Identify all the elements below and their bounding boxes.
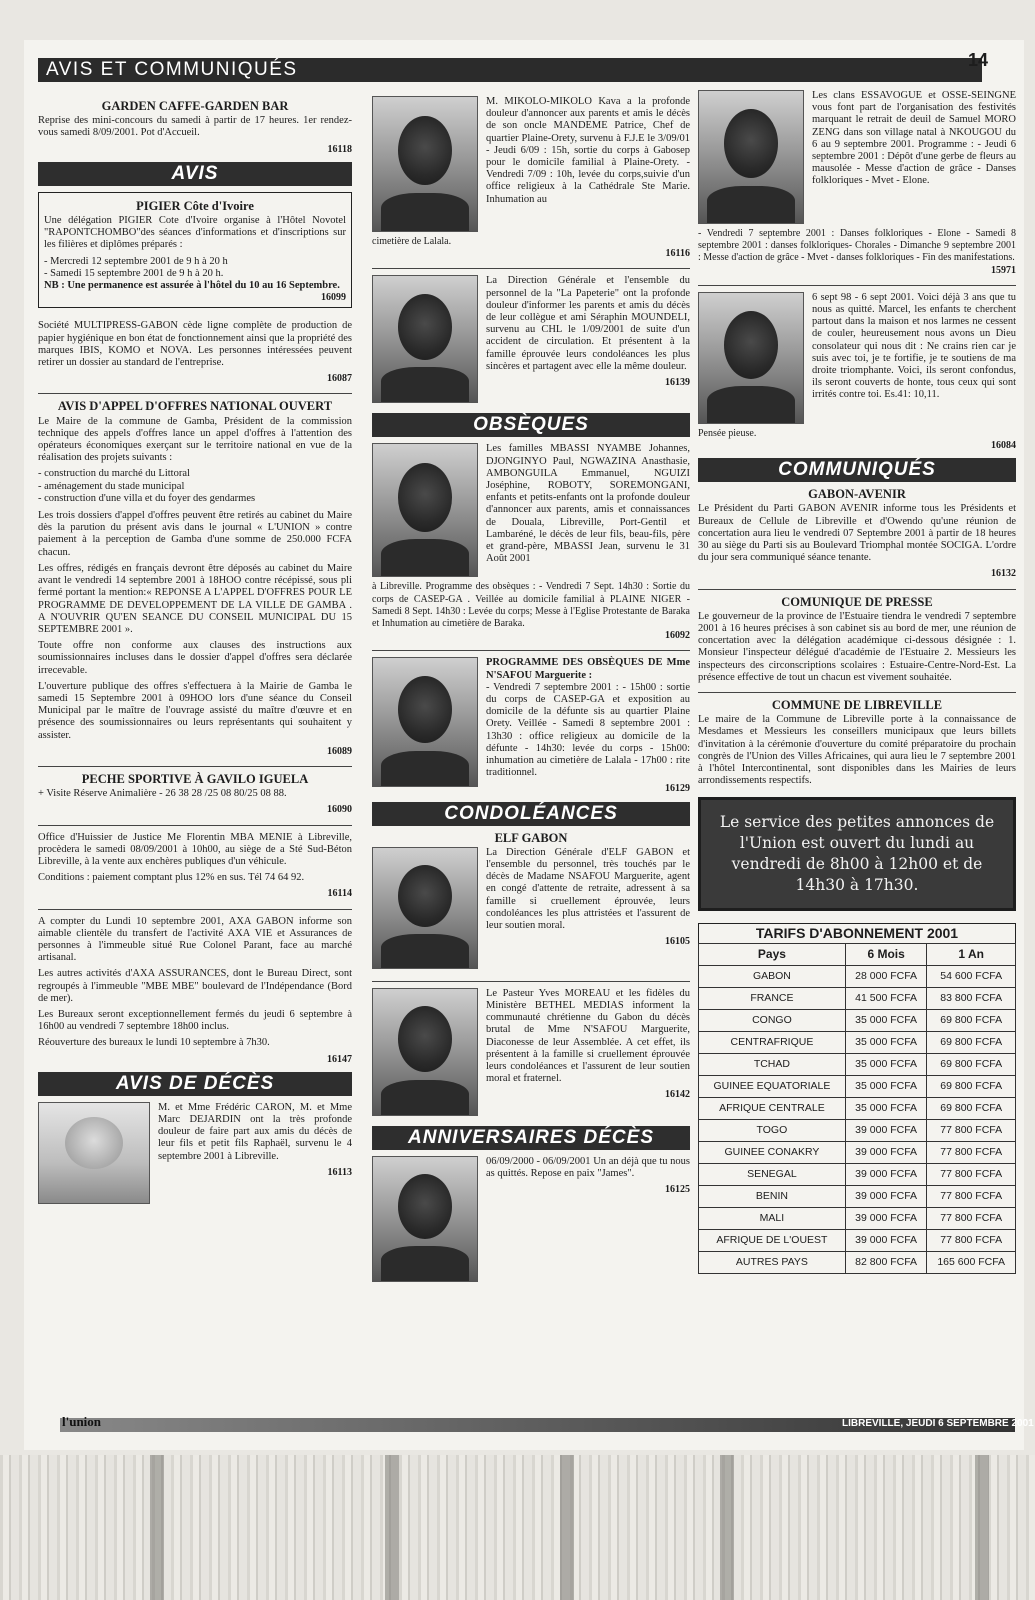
mikolo-tail: cimetière de Lalala. <box>372 236 452 247</box>
scan-streak <box>720 1455 734 1600</box>
country-cell: SENEGAL <box>699 1163 846 1185</box>
portrait-photo <box>372 275 478 403</box>
portrait-photo <box>372 443 478 577</box>
elf-text: La Direction Générale d'ELF GABON et l'ensemble du personnel, très touchés par le décès de Madame NSAFOU Marguerite, agent en congé d'attente de retraite, adressent à sa famille si cruellement éprouvée, leurs condoléances les plus attristées et l'assurent de leur soutien moral. <box>486 846 690 932</box>
six-month-price-cell: 35 000 FCFA <box>845 1009 927 1031</box>
tarifs-row <box>699 1053 1016 1075</box>
huissier-text: Office d'Huissier de Justice Me Florentin MBA MENIE à Libreville, procèdera le samedi 08/09/2001 à 10h00, au siège de a Sté Sud-Béton Libreville, à la vente aux enchères publiques d'un véhicule. <box>38 831 352 867</box>
huissier-conditions: Conditions : paiement comptant plus 12% en sus. Tél 74 64 92. <box>38 872 305 884</box>
axa-p2: Les autres activités d'AXA ASSURANCES, dont le Bureau Direct, sont regroupés à l'immeuble "MBE MBE" boulevard de l'Indépendance (Bord de mer). <box>38 968 352 1004</box>
pigier-heading: PIGIER Côte d'Ivoire <box>136 198 254 213</box>
country-cell: CONGO <box>699 1009 846 1031</box>
six-month-price-cell: 39 000 FCFA <box>845 1229 927 1251</box>
portrait-photo <box>698 292 804 424</box>
tarifs-row <box>699 965 1016 987</box>
one-year-price-cell: 77 800 FCFA <box>927 1207 1016 1229</box>
divider <box>38 393 352 394</box>
one-year-price-cell: 77 800 FCFA <box>927 1119 1016 1141</box>
appel-item: - construction d'une villa et du foyer des gendarmes <box>38 492 256 504</box>
one-year-price-cell: 54 600 FCFA <box>927 965 1016 987</box>
bethel-text: Le Pasteur Yves MOREAU et les fidèles du Ministère BETHEL MEDIAS informent la communauté chrétienne du Gabon du décès brutal de Mme N'SAFOU Marguerite, Diaconesse de leur Assemblée. A cet effet, ils présentent à la famille si cruellement éprouvée leurs condoléances et l'assurent de leur soutien moral et fraternel. <box>486 987 690 1085</box>
tarifs-body <box>699 965 1016 1273</box>
tarifs-row <box>699 1075 1016 1097</box>
country-cell: FRANCE <box>699 987 846 1009</box>
gabon-avenir-text: Le Président du Parti GABON AVENIR informe tous les Présidents et Bureaux de Cellule de Libreville et d'Owendo qu'une réunion de concertation aura lieu le vendredi 07 Septembre 2001 à partir de 18 heures 30 au siège du Parti sis au Boulevard Triomphal montée SOCIGA. L'ordre du jour sera communiqué séance tenante. <box>698 503 1016 564</box>
communiques-band: COMMUNIQUÉS <box>698 458 1016 482</box>
tarifs-title: TARIFS D'ABONNEMENT 2001 <box>698 923 1016 942</box>
appel-item: - construction du marché du Littoral <box>38 468 190 480</box>
essavogue-text: Les clans ESSAVOGUE et OSSE-SEINGNE vous font part de l'organisation des festivités marquant le retrait de deuil de Samuel MORO ZENG dans son village natal à NKOUGOU du 6 au 9 septembre 2001. Programme : - Jeudi 6 septembre 2001 : Dépôt d'une gerbe de fleurs au mausolée - Messe d'action de grâce - Danses folkloriques - Mvet - Elone. <box>812 90 1016 187</box>
axa-p4: Réouverture des bureaux le lundi 10 septembre à 7h30. <box>38 1037 270 1049</box>
garden-text: Reprise des mini-concours du samedi à partir de 17 heures. 1er rendez-vous samedi 8/09/2001. Pot d'Accueil. <box>38 115 352 139</box>
footer-date: LIBREVILLE, JEUDI 6 SEPTEMBRE 2001 <box>842 1418 1034 1429</box>
nsafou-program-text: - Vendredi 7 septembre 2001 : - 15h00 : sortie du corps de CASEP-GA et exposition au domicile de la défunte sis au quartier Plaine Orety. Veillée - Samedi 8 septembre 2001 : 13h30 : office religieux au domicile de la défunte - 14h30: levée du corps - 15h00: inhumation au cimetière de Lalala - 17h00 : rite traditionnel. <box>486 681 690 779</box>
tarifs-row <box>699 1163 1016 1185</box>
pigier-date-2: - Samedi 15 septembre 2001 de 9 h à 20 h. <box>44 267 224 279</box>
scan-background <box>0 1455 1035 1600</box>
pigier-box <box>38 192 352 309</box>
scan-streak <box>150 1455 164 1600</box>
peche-heading: PECHE SPORTIVE À GAVILO IGUELA <box>81 771 309 786</box>
country-cell: BENIN <box>699 1185 846 1207</box>
scan-streak <box>560 1455 574 1600</box>
six-month-price-cell: 39 000 FCFA <box>845 1119 927 1141</box>
tarifs-table <box>698 943 1016 1274</box>
tarifs-header-row <box>699 943 1016 965</box>
peche-text: + Visite Réserve Animalière - 26 38 28 /25 08 80/25 08 88. <box>38 788 287 800</box>
appel-item: - aménagement du stade municipal <box>38 480 185 492</box>
tarifs-row <box>699 1009 1016 1031</box>
appel-p3: Toute offre non conforme aux clauses des instructions aux soumissionnaires incluses dans le dossier d'appel d'offres sera déclarée irrecevable. <box>38 640 352 676</box>
divider <box>38 909 352 910</box>
divider <box>698 692 1016 693</box>
james-ref: 16125 <box>665 1184 690 1196</box>
one-year-price-cell: 69 800 FCFA <box>927 1031 1016 1053</box>
divider <box>698 589 1016 590</box>
divider <box>38 825 352 826</box>
portrait-photo <box>372 1156 478 1282</box>
james-text: 06/09/2000 - 06/09/2001 Un an déjà que tu nous as quittés. Repose en paix "James". <box>486 1155 690 1180</box>
condoleances-band: CONDOLÉANCES <box>372 802 690 826</box>
country-cell: AFRIQUE CENTRALE <box>699 1097 846 1119</box>
column-header: 6 Mois <box>845 943 927 965</box>
divider <box>372 650 690 651</box>
scan-streak <box>975 1455 989 1600</box>
anniversaires-band: ANNIVERSAIRES DÉCÈS <box>372 1126 690 1150</box>
appel-intro: Le Maire de la commune de Gamba, Président de la commission technique des appels d'offres lance un appel d'offres à l'attention des opérateurs économiques exerçant sur le territoire national en vue de la réalisation des projets suivants : <box>38 415 352 464</box>
axa-p3: Les Bureaux seront exceptionnellement fermés du jeudi 6 septembre à 16h00 au vendredi 7 septembre 18h00 inclus. <box>38 1008 352 1033</box>
garden-heading: GARDEN CAFFE-GARDEN BAR <box>101 99 289 113</box>
portrait-photo <box>372 96 478 232</box>
pigier-date-1: - Mercredi 12 septembre 2001 de 9 h à 20 h <box>44 255 228 267</box>
six-month-price-cell: 35 000 FCFA <box>845 1031 927 1053</box>
papeterie-text: La Direction Générale et l'ensemble du personnel de la "La Papeterie" ont la profonde douleur d'informer les parents et amis du décès de leur collègue et ami Séraphin MOUNDELI, survenu au CHL le 1/09/2001 de suite d'un accident de circulation. Et présentent à la famille éprouvée leurs condoléances les plus sincères et partagent avec elle la même douleur. <box>486 275 690 372</box>
one-year-price-cell: 77 800 FCFA <box>927 1185 1016 1207</box>
six-month-price-cell: 28 000 FCFA <box>845 965 927 987</box>
country-cell: GUINEE CONAKRY <box>699 1141 846 1163</box>
six-month-price-cell: 39 000 FCFA <box>845 1163 927 1185</box>
essavogue-ref: 15971 <box>991 264 1016 276</box>
six-month-price-cell: 35 000 FCFA <box>845 1097 927 1119</box>
page-number: 14 <box>968 50 989 70</box>
libreville-heading: COMMUNE DE LIBREVILLE <box>771 698 943 713</box>
marcel-text: 6 sept 98 - 6 sept 2001. Voici déjà 3 ans que tu nous as quitté. Marcel, les enfants te cherchent partout dans la maison et nos larmes ne cessent de couler, heureusement nous avons un Dieu consolateur qui nous dit : Ne crains rien car je suis avec toi, je te fortifie, je te soutiens de ma droite triomphante. Voici, ils seront confondus, ils seront couverts de honte, tous ceux qui sont irrités contre toi. Es.41: 10,11. <box>812 291 1016 401</box>
one-year-price-cell: 165 600 FCFA <box>927 1251 1016 1273</box>
marcel-caption: Pensée pieuse. <box>698 427 757 439</box>
one-year-price-cell: 69 800 FCFA <box>927 1097 1016 1119</box>
nsafou-program-ref: 16129 <box>665 783 690 795</box>
country-cell: CENTRAFRIQUE <box>699 1031 846 1053</box>
appel-p1: Les trois dossiers d'appel d'offres peuvent être retirés au cabinet du Maire dès la parution du présent avis dans le journal « L'UNION » contre paiement à la perception de Gamba d'une somme de 250.000 FCFA chacun. <box>38 510 352 558</box>
avis-band: AVIS <box>38 162 352 186</box>
one-year-price-cell: 77 800 FCFA <box>927 1163 1016 1185</box>
bethel-ref: 16142 <box>665 1089 690 1101</box>
huissier-ref: 16114 <box>327 888 352 900</box>
country-cell: TOGO <box>699 1119 846 1141</box>
tarifs-row <box>699 1097 1016 1119</box>
one-year-price-cell: 69 800 FCFA <box>927 1009 1016 1031</box>
tarifs-row <box>699 1141 1016 1163</box>
gabon-avenir-ref: 16132 <box>991 568 1016 580</box>
six-month-price-cell: 39 000 FCFA <box>845 1141 927 1163</box>
libreville-text: Le maire de la Commune de Libreville porte à la connaissance de Mesdames et Messieurs les conseillers municipaux que leurs billets d'invitation à la cérémonie d'ouverture du comité préparatoire du prochain congrès de l'Union des Villes Africaines, qui aura lieu le 7 septembre 2001 à l'hôtel Intercontinental, sont disponibles dans les Mairies de leurs arrondissements respectifs. <box>698 714 1016 787</box>
six-month-price-cell: 39 000 FCFA <box>845 1185 927 1207</box>
marcel-ref: 16084 <box>991 440 1016 452</box>
six-month-price-cell: 41 500 FCFA <box>845 987 927 1009</box>
presse-text: Le gouverneur de la province de l'Estuaire tiendra le vendredi 7 septembre 2001 à 16 heures précises à son cabinet sis au bord de mer, une réunion de concertation avec la délégation académique ci-dessous désignée : 1. Monsieur l'inspecteur délégué d'académie de l'Estuaire 2. Messieurs les inspecteurs des circonscriptions scolaires : Estuaire-Centre-Nord-Est. La présence effective de tout un chacun est vivement souhaitée. <box>698 610 1016 683</box>
elf-ref: 16105 <box>665 936 690 948</box>
tarifs-row <box>699 1185 1016 1207</box>
scan-streak <box>385 1455 399 1600</box>
tarifs-row <box>699 987 1016 1009</box>
mbassi-ref: 16092 <box>665 630 690 642</box>
mikolo-text: M. MIKOLO-MIKOLO Kava a la profonde douleur d'annoncer aux parents et amis le décès de son oncle MANDEME Patrice, Chef de quartier Plaine-Orety, survenu à F.J.E le 3/09/01 - Jeudi 6/09 : 15h, sortie du corps à Gabosep pour le domicile familial à Plaine-Orety. - Vendredi 7/09 : 10h, levée du corps,suivie d'un office religieux à la Cathédrale Ste Marie. Inhumation au <box>486 96 690 205</box>
six-month-price-cell: 35 000 FCFA <box>845 1075 927 1097</box>
multipress-ref: 16087 <box>327 373 352 385</box>
appel-p4: L'ouverture publique des offres s'effectuera à la Mairie de Gamba le samedi 15 Septembre 2001 à 09HOO lors d'une séance du Conseil Municipal par le maître de l'ouvrage assisté du maître d'œuvre et en présence des soumissionnaires ou leurs représentants qui souhaitent y assister. <box>38 680 352 741</box>
caron-text: M. et Mme Frédéric CARON, M. et Mme Marc DEJARDIN ont la très profonde douleur de faire part aux amis du décès de leur fils et petit fils Raphaël, survenu le 4 septembre 2001 à Libreville. <box>158 1101 352 1162</box>
tarifs-row <box>699 1207 1016 1229</box>
appel-ref: 16089 <box>327 745 352 757</box>
one-year-price-cell: 77 800 FCFA <box>927 1229 1016 1251</box>
six-month-price-cell: 39 000 FCFA <box>845 1207 927 1229</box>
section-title: AVIS ET COMMUNIQUÉS <box>46 59 298 80</box>
mbassi-program: à Libreville. Programme des obsèques : - Vendredi 7 Sept. 14h30 : Sortie du corps de CASEP-GA . Veillée au domicile familial à PLAINE NIGER - Samedi 8 Sept. 14h30 : Levée du corps; Messe à l'Eglise Protestante de Baraka et Inhumation au cimetière de Baraka. <box>372 581 690 630</box>
tarifs-row <box>699 1119 1016 1141</box>
footer-brand: l'union <box>62 1414 102 1429</box>
essavogue-program: - Vendredi 7 septembre 2001 : Danses folkloriques - Elone - Samedi 8 septembre 2001 : danses folkloriques- Chorales - Dimanche 9 septembre 2001 : Messe d'action de grâce - Mvet - danses folkloriques - Fin des manifestations. <box>698 228 1016 264</box>
caron-ref: 16113 <box>327 1166 352 1178</box>
one-year-price-cell: 69 800 FCFA <box>927 1053 1016 1075</box>
column-header: 1 An <box>927 943 1016 965</box>
tarifs-row <box>699 1251 1016 1273</box>
country-cell: MALI <box>699 1207 846 1229</box>
column-middle <box>372 96 690 1286</box>
papeterie-ref: 16139 <box>665 377 690 389</box>
one-year-price-cell: 83 800 FCFA <box>927 987 1016 1009</box>
six-month-price-cell: 35 000 FCFA <box>845 1053 927 1075</box>
portrait-photo <box>372 988 478 1116</box>
pigier-ref: 16099 <box>321 292 346 304</box>
divider <box>38 766 352 767</box>
mbassi-text: Les familles MBASSI NYAMBE Johannes, DJONGINYO Paul, NGWAZINA Anasthasie, AMBONGUILA Emmanuel, NGUIZI Joséphine, ROBOTY, SOREMONGANI, enfants et petits-enfants ont la profonde douleur d'annoncer aux parents, amis et connaissances de Douala, Libreville, Port-Gentil et Lambaréné, le décès de leur fils, beau-fils, père et grand-père, MBASSI Jean, survenu le 31 Août 2001 <box>486 443 690 565</box>
country-cell: AFRIQUE DE L'OUEST <box>699 1229 846 1251</box>
axa-p1: A compter du Lundi 10 septembre 2001, AXA GABON informe son aimable clientèle du transfert de l'activité AXA VIE et Assurances de personnes à l'immeuble situé Rue Colonel Parant, face au marché artisanal. <box>38 915 352 964</box>
column-right <box>698 90 1016 1274</box>
divider <box>372 981 690 982</box>
country-cell: AUTRES PAYS <box>699 1251 846 1273</box>
multipress-text: Société MULTIPRESS-GABON cède ligne complète de production de papier hygiénique en bon état de fonctionnement ainsi que la propriété des marques IBIS, KOMO et NOVA. Les personnes intéressées peuvent retirer un dossier au standard de l'entreprise. <box>38 320 352 369</box>
portrait-photo <box>372 657 478 787</box>
mikolo-ref: 16116 <box>665 248 690 260</box>
one-year-price-cell: 77 800 FCFA <box>927 1141 1016 1163</box>
six-month-price-cell: 82 800 FCFA <box>845 1251 927 1273</box>
tarifs-row <box>699 1229 1016 1251</box>
appel-heading: AVIS D'APPEL D'OFFRES NATIONAL OUVERT <box>57 399 333 414</box>
axa-ref: 16147 <box>327 1053 352 1065</box>
peche-ref: 16090 <box>327 804 352 816</box>
country-cell: GABON <box>699 965 846 987</box>
portrait-photo <box>372 847 478 969</box>
pigier-text: Une délégation PIGIER Cote d'Ivoire organise à l'Hôtel Novotel "RAPONTCHOMBO"des séances d'informations et d'inscriptions sur les filières et diplômes préparés : <box>44 215 346 251</box>
child-photo <box>38 1102 150 1204</box>
country-cell: TCHAD <box>699 1053 846 1075</box>
column-left <box>38 96 352 1208</box>
appel-p2: Les offres, rédigés en français devront être déposés au cabinet du Maire avant le vendredi 14 septembre 2001 à 18HOO contre récépissé, sous pli fermé portant la mention:« REPONSE A L'APPEL D'OFFRES POUR LE PROGRAMME DE DEVELOPPEMENT DE LA VILLE DE GAMBA . A N'OUVRIR QU'EN SEANCE DU CONSEIL MUNICIPAL DU 15 SEPTEMBRE 2001 ». <box>38 562 352 635</box>
country-cell: GUINEE EQUATORIALE <box>699 1075 846 1097</box>
column-header: Pays <box>699 943 846 965</box>
avis-deces-band: AVIS DE DÉCÈS <box>38 1072 352 1096</box>
gabon-avenir-heading: GABON-AVENIR <box>808 487 906 502</box>
section-header-bar <box>38 58 982 82</box>
divider <box>372 268 690 269</box>
portrait-photo <box>698 90 804 224</box>
garden-ref: 16118 <box>327 143 352 155</box>
pigier-nb: NB : Une permanence est assurée à l'hôtel du 10 au 16 Septembre. <box>44 280 340 292</box>
tarifs-row <box>699 1031 1016 1053</box>
petites-annonces-ad: Le service des petites annonces de l'Union est ouvert du lundi au vendredi de 8h00 à 12h00 et de 14h30 à 17h30. <box>698 797 1016 911</box>
elf-heading: ELF GABON <box>494 830 568 845</box>
divider <box>698 285 1016 286</box>
obseques-band: OBSÈQUES <box>372 413 690 437</box>
one-year-price-cell: 69 800 FCFA <box>927 1075 1016 1097</box>
nsafou-program-heading: PROGRAMME DES OBSÈQUES DE Mme N'SAFOU Marguerite : <box>486 657 690 681</box>
presse-heading: COMUNIQUE DE PRESSE <box>781 594 933 609</box>
